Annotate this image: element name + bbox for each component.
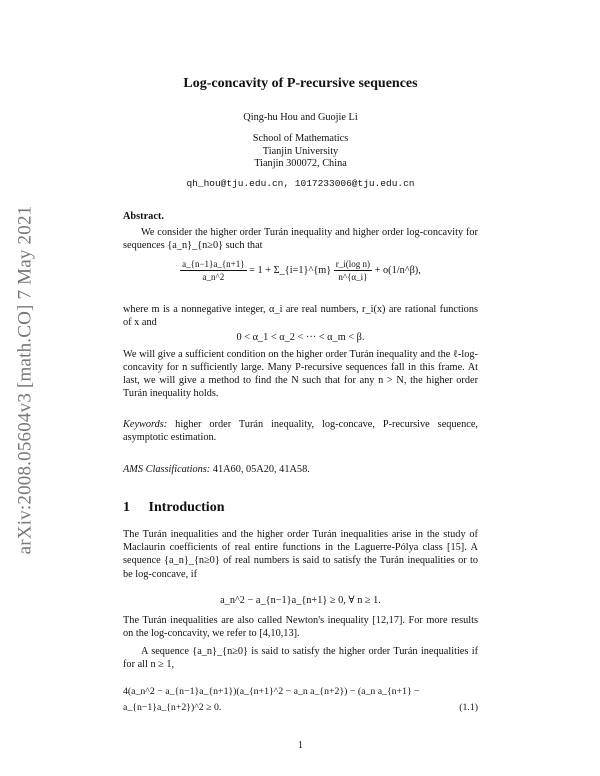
arxiv-stamp — [14, 170, 36, 590]
equation-number: (1.1) — [459, 701, 478, 713]
fraction-numerator: r_i(log n) — [335, 259, 371, 269]
fraction-denominator: n^{α_i} — [338, 272, 368, 282]
fraction-numerator: a_{n−1}a_{n+1} — [182, 259, 245, 269]
affiliation-line: Tianjin University — [262, 145, 339, 157]
abstract-equation-1 — [123, 258, 478, 283]
section-heading — [123, 500, 478, 516]
fraction-denominator: a_n^2 — [202, 272, 225, 282]
affiliation — [123, 133, 478, 171]
affiliation-line: School of Mathematics — [252, 133, 349, 144]
intro-paragraph-2: The Turán inequalities are also called Newton's inequality [12,17]. For more results on the log-concavity, we refer to [4,10,13]. — [123, 615, 478, 640]
section-title: Introduction — [148, 500, 225, 515]
equation-sum: = 1 + Σ_{i=1}^{m} — [249, 264, 332, 276]
keywords-label: Keywords: — [123, 419, 168, 430]
intro-equation-1: a_n^2 − a_{n−1}a_{n+1} ≥ 0, ∀ n ≥ 1. — [220, 595, 381, 606]
abstract-paragraph-3: We will give a sufficient condition on the higher order Turán inequality and the ℓ-log-concavity for n sufficiently large. Many P-recursive sequences fall in this frame. At last, we will give a method to find the N such that for any n > N, the higher order Turán inequality holds. — [123, 349, 478, 399]
paper-title: Log-concavity of P-recursive sequences — [183, 76, 418, 91]
ams-codes: 41A60, 05A20, 41A58. — [212, 464, 310, 475]
intro-paragraph-1: The Turán inequalities and the higher order Turán inequalities arise in the study of Maclaurin coefficients of real entire functions in the Laguerre-Pólya class [15]. A sequence {a_n}_{n≥0} of real numbers is said to satisfy the Turán inequalities or to be log-concave, if — [123, 529, 478, 580]
arxiv-stamp-text: arXiv:2008.05604v3 [math.CO] 7 May 2021 — [14, 205, 35, 555]
affiliation-line: Tianjin 300072, China — [254, 158, 347, 169]
page-number: 1 — [298, 740, 303, 751]
ams-classifications — [123, 462, 478, 478]
abstract-heading: Abstract. — [123, 211, 164, 222]
abstract-paragraph-2: where m is a nonnegative integer, α_i are real numbers, r_i(x) are rational functions of x and — [123, 304, 478, 328]
intro-equation-2 — [123, 684, 478, 715]
intro-paragraph-3: A sequence {a_n}_{n≥0} is said to satisfy the higher order Turán inequalities if for all n ≥ 1, — [123, 646, 478, 671]
author-emails: qh_hou@tju.edu.cn, 1017233006@tju.edu.cn — [186, 178, 415, 189]
equation-tail: + o(1/n^β), — [374, 264, 421, 276]
abstract-paragraph-1: We consider the higher order Turán inequality and higher order log-concavity for sequences {a_n}_{n≥0} such that — [123, 227, 478, 251]
equation-body: 4(a_n^2 − a_{n−1}a_{n+1})(a_{n+1}^2 − a_n a_{n+2}) − (a_n a_{n+1} − a_{n−1}a_{n+2})^2 ≥ 0. — [123, 686, 420, 713]
ams-label: AMS Classifications: — [123, 464, 211, 475]
section-number: 1 — [123, 500, 130, 515]
abstract-equation-2: 0 < α_1 < α_2 < ··· < α_m < β. — [236, 332, 365, 343]
keywords — [123, 418, 478, 444]
authors: Qing-hu Hou and Guojie Li — [243, 112, 358, 123]
keywords-text: higher order Turán inequality, log-concave, P-recursive sequence, asymptotic estimation. — [123, 419, 478, 443]
fraction — [180, 258, 246, 283]
fraction — [334, 258, 372, 283]
